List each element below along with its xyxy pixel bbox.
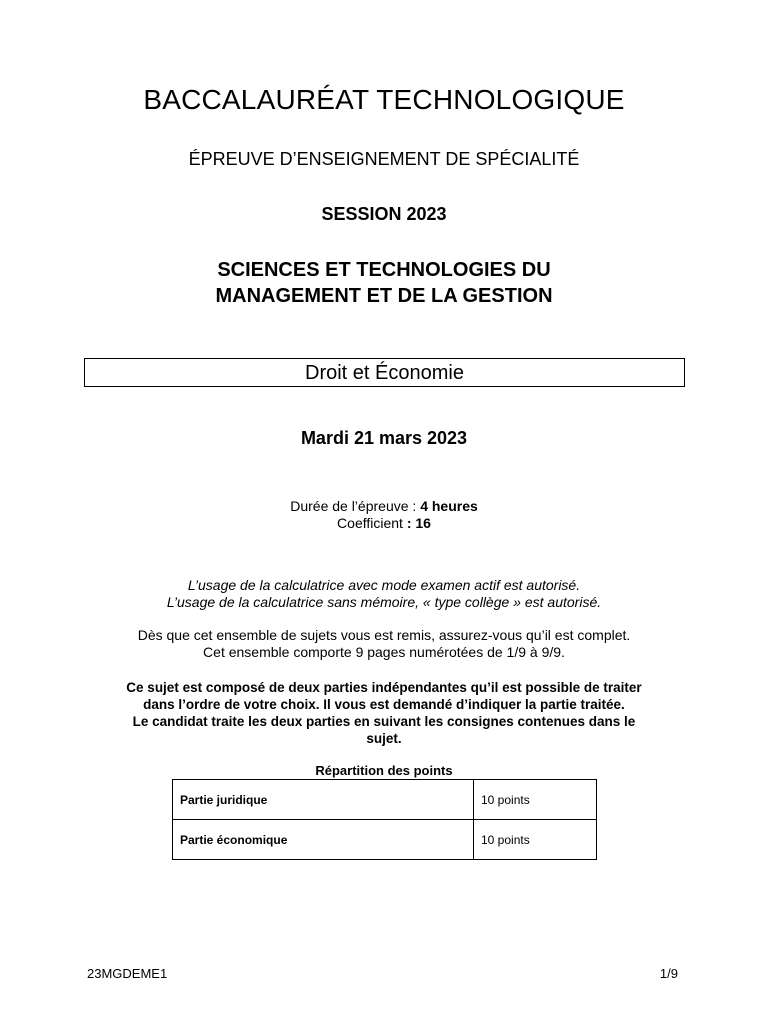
calculator-rules (0, 577, 768, 611)
instructions-line-1: Ce sujet est composé de deux parties indépendantes qu’il est possible de traiter (126, 680, 642, 695)
part-name-cell: Partie économique (173, 820, 474, 860)
points-table-title: Répartition des points (315, 763, 453, 778)
part-name-cell: Partie juridique (173, 780, 474, 820)
specialty-title-line-2: MANAGEMENT ET DE LA GESTION (215, 285, 553, 307)
coefficient-line (0, 515, 768, 532)
exam-duration-block (0, 498, 768, 532)
calculator-rule-line-1: L’usage de la calculatrice avec mode examen actif est autorisé. (187, 577, 581, 593)
completeness-line-2: Cet ensemble comporte 9 pages numérotées de 1/9 à 9/9. (203, 644, 565, 660)
table-row (173, 820, 597, 860)
completeness-notice (0, 627, 768, 661)
exam-subtitle: ÉPREUVE D’ENSEIGNEMENT DE SPÉCIALITÉ (188, 149, 580, 169)
duration-line (0, 498, 768, 515)
document-code: 23MGDEME1 (87, 966, 168, 981)
exam-date: Mardi 21 mars 2023 (300, 428, 468, 448)
specialty-title (0, 257, 768, 309)
coefficient-label: Coefficient (337, 515, 407, 531)
instructions (72, 679, 696, 747)
completeness-line-1: Dès que cet ensemble de sujets vous est remis, assurez-vous qu’il est complet. (137, 627, 631, 643)
subject-name-box: Droit et Économie (84, 358, 685, 387)
specialty-title-line-1: SCIENCES ET TECHNOLOGIES DU (217, 259, 551, 281)
instructions-line-4: sujet. (366, 731, 402, 746)
instructions-line-2: dans l’ordre de votre choix. Il vous est demandé d’indiquer la partie traitée. (143, 697, 625, 712)
page-number: 1/9 (659, 966, 678, 981)
instructions-line-3: Le candidat traite les deux parties en suivant les consignes contenues dans le (132, 714, 636, 729)
part-score-cell: 10 points (474, 820, 597, 860)
duration-label: Durée de l’épreuve : (290, 498, 421, 514)
duration-value: 4 heures (420, 498, 478, 514)
session-label: SESSION 2023 (321, 204, 447, 224)
exam-title: BACCALAURÉAT TECHNOLOGIQUE (143, 84, 625, 115)
coefficient-value: : 16 (406, 515, 431, 531)
points-table (172, 779, 597, 860)
table-row (173, 780, 597, 820)
calculator-rule-line-2: L’usage de la calculatrice sans mémoire, « type collège » est autorisé. (166, 594, 602, 610)
part-score-cell: 10 points (474, 780, 597, 820)
